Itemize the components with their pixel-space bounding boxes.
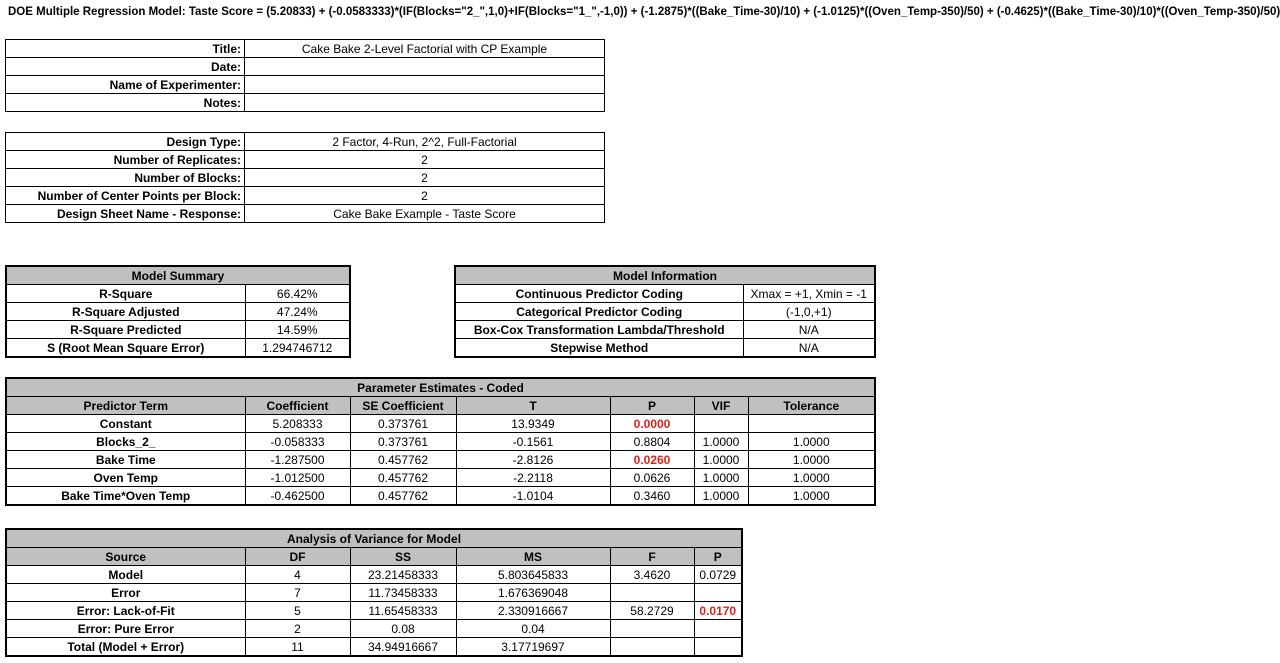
anova-p[interactable] [694, 620, 742, 638]
design-value[interactable]: 2 [245, 187, 605, 205]
anova-source: Error: Lack-of-Fit [6, 602, 245, 620]
anova-df[interactable]: 2 [245, 620, 350, 638]
model-summary-table [5, 265, 351, 358]
information-value[interactable]: (-1,0,+1) [743, 303, 875, 321]
se-coefficient[interactable]: 0.457762 [350, 487, 456, 506]
info-row-title [6, 40, 605, 58]
table-row [6, 638, 742, 657]
information-label: Continuous Predictor Coding [455, 285, 743, 303]
information-value[interactable]: Xmax = +1, Xmin = -1 [743, 285, 875, 303]
summary-label: R-Square Predicted [6, 321, 245, 339]
t-value[interactable]: -2.8126 [456, 451, 610, 469]
design-label: Design Type: [6, 133, 245, 151]
se-coefficient[interactable]: 0.457762 [350, 469, 456, 487]
tolerance[interactable]: 1.0000 [748, 487, 875, 506]
summary-label: R-Square [6, 285, 245, 303]
table-row [6, 584, 742, 602]
anova-ss[interactable]: 34.94916667 [350, 638, 456, 657]
design-row [6, 169, 605, 187]
model-information-row [455, 285, 875, 303]
tolerance[interactable]: 1.0000 [748, 433, 875, 451]
t-value[interactable]: -2.2118 [456, 469, 610, 487]
info-row-date [6, 58, 605, 76]
p-value-significant[interactable]: 0.0000 [610, 415, 694, 433]
predictor-term: Oven Temp [6, 469, 245, 487]
anova-f[interactable] [610, 638, 694, 657]
info-label: Notes: [6, 94, 245, 112]
header-p: P [610, 397, 694, 415]
information-label: Categorical Predictor Coding [455, 303, 743, 321]
model-information-title: Model Information [455, 266, 875, 285]
predictor-term: Bake Time*Oven Temp [6, 487, 245, 506]
summary-value[interactable]: 47.24% [245, 303, 350, 321]
header-tolerance: Tolerance [748, 397, 875, 415]
design-label: Number of Replicates: [6, 151, 245, 169]
p-value[interactable]: 0.0626 [610, 469, 694, 487]
regression-formula: DOE Multiple Regression Model: Taste Score = (5.20833) + (-0.0583333)*(IF(Blocks="2_",1,0)+IF(Blocks="1_",-1,0)) + (-1.2875)*((Bake_Time-30)/10) + (-1.0125)*((Oven_Temp-350)/50) + (-0.4625)*((Bake_Time-30)/10)*((Oven_Temp-350)/50) [8, 6, 1280, 18]
anova-p-significant[interactable]: 0.0170 [694, 602, 742, 620]
coefficient[interactable]: -0.462500 [245, 487, 350, 506]
anova-source: Model [6, 566, 245, 584]
parameter-header-row [6, 397, 875, 415]
vif[interactable]: 1.0000 [694, 487, 748, 506]
predictor-term: Constant [6, 415, 245, 433]
vif[interactable]: 1.0000 [694, 451, 748, 469]
anova-ss[interactable]: 23.21458333 [350, 566, 456, 584]
coefficient[interactable]: -0.058333 [245, 433, 350, 451]
design-value[interactable]: 2 [245, 169, 605, 187]
info-value[interactable]: Cake Bake 2-Level Factorial with CP Example [245, 40, 605, 58]
info-table [5, 39, 605, 112]
table-row [6, 566, 742, 584]
design-row [6, 133, 605, 151]
anova-p[interactable] [694, 584, 742, 602]
anova-ms[interactable]: 3.17719697 [456, 638, 610, 657]
summary-value[interactable]: 66.42% [245, 285, 350, 303]
design-label: Number of Center Points per Block: [6, 187, 245, 205]
information-value[interactable]: N/A [743, 339, 875, 358]
vif[interactable]: 1.0000 [694, 469, 748, 487]
se-coefficient[interactable]: 0.373761 [350, 433, 456, 451]
anova-source: Error [6, 584, 245, 602]
info-label: Title: [6, 40, 245, 58]
coefficient[interactable]: 5.208333 [245, 415, 350, 433]
vif[interactable] [694, 415, 748, 433]
coefficient[interactable]: -1.012500 [245, 469, 350, 487]
design-table [5, 132, 605, 223]
anova-table [5, 528, 743, 657]
summary-label: R-Square Adjusted [6, 303, 245, 321]
summary-value[interactable]: 1.294746712 [245, 339, 350, 358]
header-source: Source [6, 548, 245, 566]
t-value[interactable]: -1.0104 [456, 487, 610, 506]
model-summary-title: Model Summary [6, 266, 350, 285]
anova-ss[interactable]: 0.08 [350, 620, 456, 638]
model-summary-row [6, 303, 350, 321]
anova-f[interactable]: 58.2729 [610, 602, 694, 620]
header-df: DF [245, 548, 350, 566]
p-value-significant[interactable]: 0.0260 [610, 451, 694, 469]
anova-df[interactable]: 4 [245, 566, 350, 584]
summary-label: S (Root Mean Square Error) [6, 339, 245, 358]
model-information-row [455, 339, 875, 358]
anova-df[interactable]: 7 [245, 584, 350, 602]
design-value[interactable]: 2 Factor, 4-Run, 2^2, Full-Factorial [245, 133, 605, 151]
header-p: P [694, 548, 742, 566]
info-row-experimenter [6, 76, 605, 94]
anova-ms[interactable]: 5.803645833 [456, 566, 610, 584]
table-row [6, 415, 875, 433]
model-summary-row [6, 339, 350, 358]
header-coefficient: Coefficient [245, 397, 350, 415]
information-label: Stepwise Method [455, 339, 743, 358]
parameter-estimates-title: Parameter Estimates - Coded [6, 378, 875, 397]
model-information-table [454, 265, 876, 358]
header-t: T [456, 397, 610, 415]
anova-ms[interactable]: 2.330916667 [456, 602, 610, 620]
design-row [6, 187, 605, 205]
anova-p[interactable]: 0.0729 [694, 566, 742, 584]
anova-p[interactable] [694, 638, 742, 657]
t-value[interactable]: -0.1561 [456, 433, 610, 451]
anova-source: Error: Pure Error [6, 620, 245, 638]
anova-df[interactable]: 11 [245, 638, 350, 657]
se-coefficient[interactable]: 0.373761 [350, 415, 456, 433]
design-value[interactable]: 2 [245, 151, 605, 169]
info-value[interactable] [245, 76, 605, 94]
anova-ms[interactable]: 1.676369048 [456, 584, 610, 602]
model-summary-row [6, 285, 350, 303]
design-label: Design Sheet Name - Response: [6, 205, 245, 223]
tolerance[interactable]: 1.0000 [748, 469, 875, 487]
anova-title: Analysis of Variance for Model [6, 529, 742, 548]
header-vif: VIF [694, 397, 748, 415]
header-se-coefficient: SE Coefficient [350, 397, 456, 415]
header-ms: MS [456, 548, 610, 566]
header-f: F [610, 548, 694, 566]
p-value[interactable]: 0.3460 [610, 487, 694, 506]
vif[interactable]: 1.0000 [694, 433, 748, 451]
info-value[interactable] [245, 58, 605, 76]
table-row [6, 469, 875, 487]
table-row [6, 487, 875, 506]
anova-ss[interactable]: 11.73458333 [350, 584, 456, 602]
model-information-row [455, 321, 875, 339]
anova-f[interactable] [610, 584, 694, 602]
parameter-estimates-table [5, 377, 876, 506]
design-row [6, 205, 605, 223]
info-row-notes [6, 94, 605, 112]
design-row [6, 151, 605, 169]
info-value[interactable] [245, 94, 605, 112]
header-predictor-term: Predictor Term [6, 397, 245, 415]
design-value[interactable]: Cake Bake Example - Taste Score [245, 205, 605, 223]
anova-f[interactable]: 3.4620 [610, 566, 694, 584]
info-label: Name of Experimenter: [6, 76, 245, 94]
header-ss: SS [350, 548, 456, 566]
table-row [6, 620, 742, 638]
anova-f[interactable] [610, 620, 694, 638]
model-summary-row [6, 321, 350, 339]
anova-source: Total (Model + Error) [6, 638, 245, 657]
information-value[interactable]: N/A [743, 321, 875, 339]
anova-ss[interactable]: 11.65458333 [350, 602, 456, 620]
info-label: Date: [6, 58, 245, 76]
model-information-row [455, 303, 875, 321]
table-row [6, 433, 875, 451]
coefficient[interactable]: -1.287500 [245, 451, 350, 469]
design-label: Number of Blocks: [6, 169, 245, 187]
anova-header-row [6, 548, 742, 566]
table-row [6, 451, 875, 469]
predictor-term: Bake Time [6, 451, 245, 469]
predictor-term: Blocks_2_ [6, 433, 245, 451]
p-value[interactable]: 0.8804 [610, 433, 694, 451]
anova-ms[interactable]: 0.04 [456, 620, 610, 638]
table-row [6, 602, 742, 620]
summary-value[interactable]: 14.59% [245, 321, 350, 339]
anova-df[interactable]: 5 [245, 602, 350, 620]
tolerance[interactable] [748, 415, 875, 433]
information-label: Box-Cox Transformation Lambda/Threshold [455, 321, 743, 339]
se-coefficient[interactable]: 0.457762 [350, 451, 456, 469]
t-value[interactable]: 13.9349 [456, 415, 610, 433]
tolerance[interactable]: 1.0000 [748, 451, 875, 469]
